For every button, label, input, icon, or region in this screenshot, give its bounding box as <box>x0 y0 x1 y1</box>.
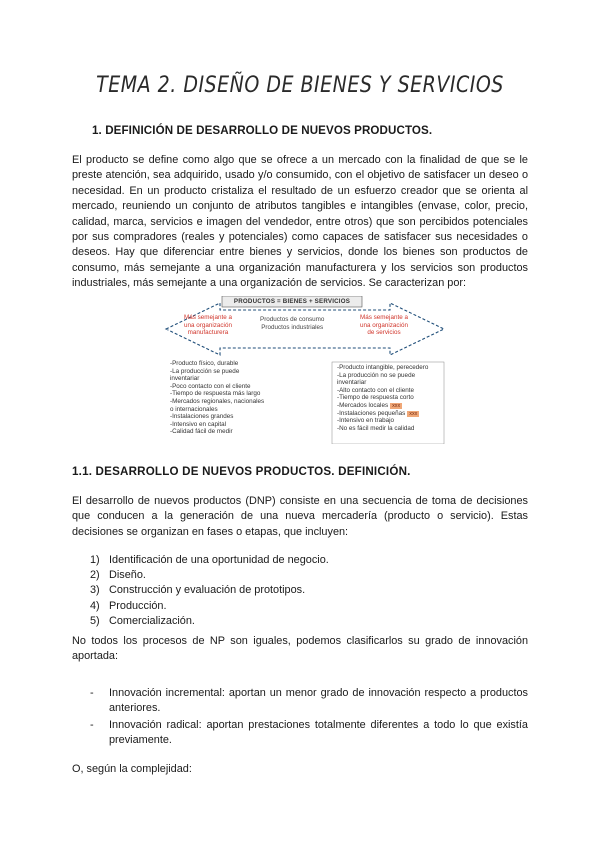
list-item: 5) Comercialización. <box>90 614 195 627</box>
np-paragraph: No todos los procesos de NP son iguales, podemos clasificarlos su grado de innovación aportada: <box>72 635 528 663</box>
list-item: -Intensivo en trabajo <box>337 417 395 425</box>
complexity-line: O, según la complejidad: <box>72 763 192 775</box>
list-item: inventariar <box>170 375 200 383</box>
dnp-paragraph: El desarrollo de nuevos productos (DNP) consiste en una secuencia de toma de decisiones que conducen a la generación de una nueva mercadería (producto o servicio). Estas decisiones se organizan en fases o etapas, que incluyen: <box>72 495 528 538</box>
list-item: -Tiempo de respuesta más largo <box>170 390 261 398</box>
list-item: -Tiempo de respuesta corto <box>337 394 414 402</box>
diagram-center-label: Productos de consumo Productos industriales <box>260 316 325 331</box>
goods-characteristics-list <box>170 360 264 436</box>
highlight-tag: xxx <box>392 402 401 409</box>
diagram-left-label: Más semejante a una organización manufacturera <box>184 314 232 337</box>
list-item: inventariar <box>337 379 367 387</box>
list-item: o internacionales <box>170 405 218 413</box>
intro-paragraph: El producto se define como algo que se ofrece a un mercado con la finalidad de que se le preste atención, sea adquirido, usado y/o consumido, con el objetivo de satisfacer un deseo o necesidad. En un producto cristaliza el resultado de un esfuerzo creador que se orienta al mercado, reuniendo un conjunto de atributos tangibles e intangibles (envase, color, precio, calidad, marca, servicios e imagen del vendedor, entre otros) que son percibidos potenciales por sus compradores (reales y potenciales) como capaces de satisfacer sus necesidades o deseos. Hay que diferenciar entre bienes y servicios, donde los bienes son productos de consumo, más semejante a una organización manufacturera y los servicios son productos industriales, más semejante a una organización de servicios. Se caracterizan por: <box>72 154 528 290</box>
list-item: -La producción no se puede <box>337 371 416 379</box>
services-characteristics-list <box>337 364 428 432</box>
list-item: - Innovación incremental: aportan un menor grado de innovación respecto a productos anteriores. <box>90 687 528 715</box>
list-item: -Producto intangible, perecedero <box>337 364 429 371</box>
list-item: -La producción se puede <box>170 367 240 375</box>
list-item: -Poco contacto con el cliente <box>170 382 251 390</box>
list-item: - Innovación radical: aportan prestaciones totalmente diferentes a todo lo que existía previamente. <box>90 718 528 747</box>
list-item: -Producto físico, durable <box>170 360 239 367</box>
list-item: 3) Construcción y evaluación de prototipos. <box>90 584 306 597</box>
list-item: 2) Diseño. <box>90 569 146 582</box>
list-item: -Mercados regionales, nacionales <box>170 397 265 405</box>
highlight-tag: xxx <box>409 410 418 417</box>
section-heading-1: 1. DEFINICIÓN DE DESARROLLO DE NUEVOS PRODUCTOS. <box>92 124 433 137</box>
list-item: -Instalaciones pequeñas xxx <box>337 409 418 417</box>
diagram-right-label: Más semejante a una organización de servicios <box>360 314 408 337</box>
list-item: 1) Identificación de una oportunidad de negocio. <box>90 554 329 566</box>
page-title: TEMA 2. DISEÑO DE BIENES Y SERVICIOS <box>96 72 504 98</box>
list-item: -Mercados locales xxx <box>337 401 401 409</box>
products-diagram <box>164 296 446 444</box>
list-item: -Calidad fácil de medir <box>170 428 233 436</box>
list-item: -No es fácil medir la calidad <box>337 424 415 432</box>
innovation-list <box>90 686 528 749</box>
section-heading-1-1: 1.1. DESARROLLO DE NUEVOS PRODUCTOS. DEFINICIÓN. <box>72 465 411 478</box>
list-item: -Intensivo en capital <box>170 420 227 428</box>
list-item: 4) Producción. <box>90 599 167 612</box>
list-item: -Alto contacto con el cliente <box>337 386 415 394</box>
stages-list <box>90 553 329 629</box>
list-item: -Instalaciones grandes <box>170 413 234 421</box>
diagram-header: PRODUCTOS = BIENES + SERVICIOS <box>233 298 351 305</box>
